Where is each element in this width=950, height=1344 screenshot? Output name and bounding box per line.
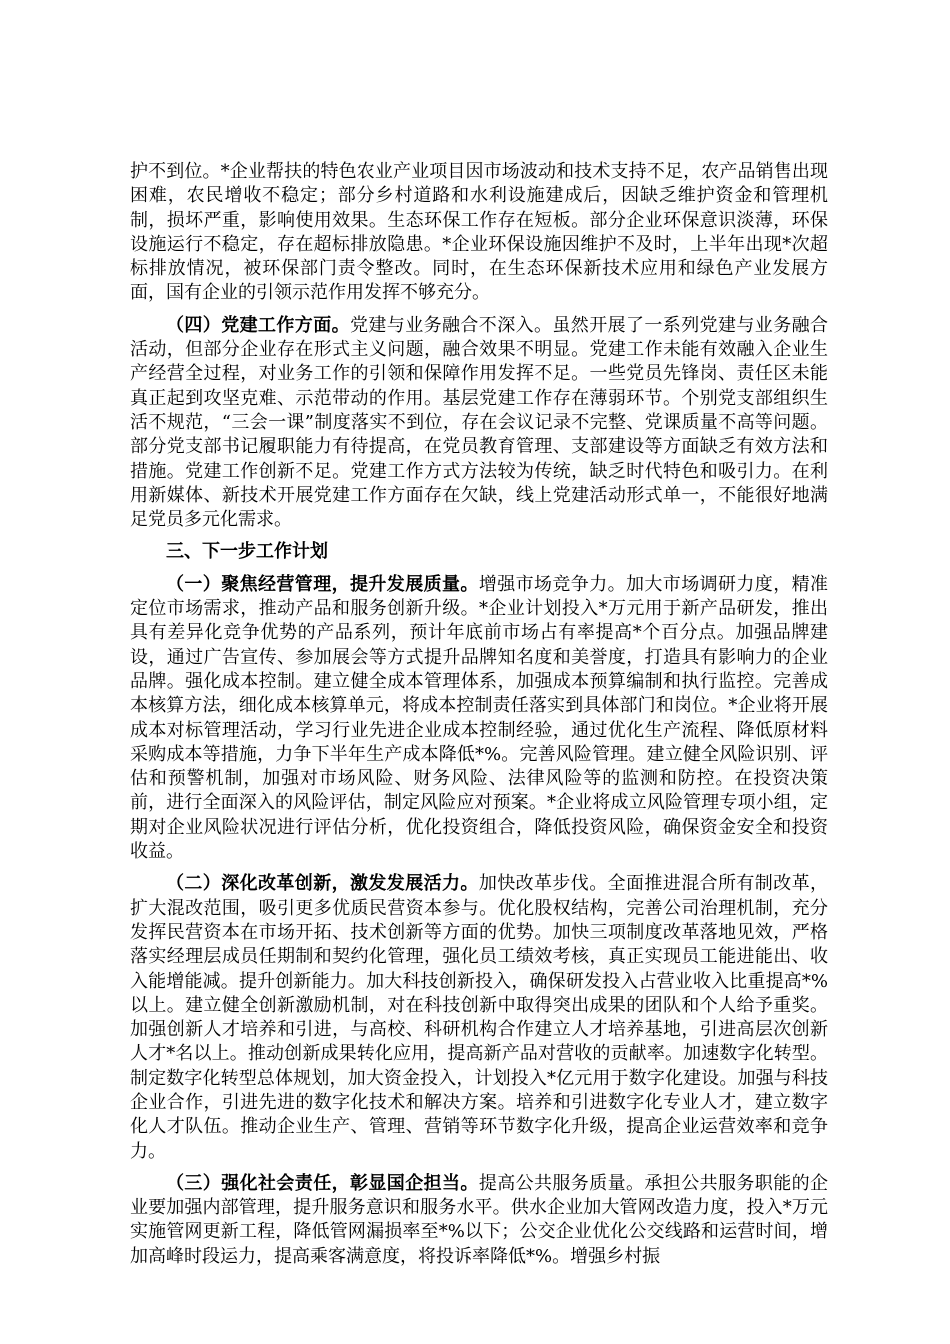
paragraph-reform xyxy=(130,872,828,1164)
paragraph-lead: （二）深化改革创新，激发发展活力。 xyxy=(166,873,479,895)
paragraph-social-responsibility xyxy=(130,1172,828,1269)
paragraph-lead: （三）强化社会责任，彰显国企担当。 xyxy=(166,1172,479,1194)
paragraph-lead: （四）党建工作方面。 xyxy=(166,314,350,336)
paragraph-operations xyxy=(130,573,828,865)
paragraph-text: 增强市场竞争力。加大市场调研力度，精准定位市场需求，推动产品和服务创新升级。*企业计划投入*万元用于新产品研发，推出具有差异化竞争优势的产品系列，预计年底前市场占有率提高*个百分点。加强品牌建设，通过广告宣传、参加展会等方式提升品牌知名度和美誉度，打造具有影响力的企业品牌。强化成本控制。建立健全成本管理体系，加强成本预算编制和执行监控。完善成本核算方法，细化成本核算单元，将成本控制责任落实到具体部门和岗位。*企业将开展成本对标管理活动，学习行业先进企业成本控制经验，通过优化生产流程、降低原材料采购成本等措施，力争下半年生产成本降低*%。完善风险管理。建立健全风险识别、评估和预警机制，加强对市场风险、财务风险、法律风险等的监测和防控。在投资决策前，进行全面深入的风险评估，制定风险应对预案。*企业将成立风险管理专项小组，定期对企业风险状况进行评估分析，优化投资组合，降低投资风险，确保资金安全和投资收益。 xyxy=(130,573,829,863)
section-heading: 三、下一步工作计划 xyxy=(166,541,328,563)
document-page xyxy=(130,160,828,1277)
paragraph-text: 护不到位。*企业帮扶的特色农业产业项目因市场波动和技术支持不足，农产品销售出现困难，农民增收不稳定；部分乡村道路和水利设施建成后，因缺乏维护资金和管理机制，损坏严重，影响使用效果。生态环保工作存在短板。部分企业环保意识淡薄，环保设施运行不稳定，存在超标排放隐患。*企业环保设施因维护不及时，上半年出现*次超标排放情况，被环保部门责令整改。同时，在生态环保新技术应用和绿色产业发展方面，国有企业的引领示范作用发挥不够充分。 xyxy=(130,161,828,304)
paragraph-text: 党建与业务融合不深入。虽然开展了一系列党建与业务融合活动，但部分企业存在形式主义问题，融合效果不明显。党建工作未能有效融入企业生产经营全过程，对业务工作的引领和保障作用发挥不足。一些党员先锋岗、责任区未能真正起到攻坚克难、示范带动的作用。基层党建工作存在薄弱环节。个别党支部组织生活不规范，“三会一课”制度落实不到位，存在会议记录不完整、党课质量不高等问题。部分党支部书记履职能力有待提高，在党员教育管理、支部建设等方面缺乏有效方法和措施。党建工作创新不足。党建工作方式方法较为传统，缺乏时代特色和吸引力。在利用新媒体、新技术开展党建工作方面存在欠缺，线上党建活动形式单一，不能很好地满足党员多元化需求。 xyxy=(130,314,828,531)
paragraph-lead: （一）聚焦经营管理，提升发展质量。 xyxy=(166,573,479,595)
paragraph-text: 加快改革步伐。全面推进混合所有制改革，扩大混改范围，吸引更多优质民营资本参与。优化股权结构，完善公司治理机制，充分发挥民营资本在市场开拓、技术创新等方面的优势。加快三项制度改革落地见效，严格落实经理层成员任期制和契约化管理，强化员工绩效考核，真正实现员工能进能出、收入能增能减。提升创新能力。加大科技创新投入，确保研发投入占营业收入比重提高*%以上。建立健全创新激励机制，对在科技创新中取得突出成果的团队和个人给予重奖。加强创新人才培养和引进，与高校、科研机构合作建立人才培养基地，引进高层次创新人才*名以上。推动创新成果转化应用，提高新产品对营收的贡献率。加速数字化转型。制定数字化转型总体规划，加大资金投入，计划投入*亿元用于数字化建设。加强与科技企业合作，引进先进的数字化技术和解决方案。培养和引进数字化专业人才，建立数字化人才队伍。推动企业生产、管理、营销等环节数字化升级，提高企业运营效率和竞争力。 xyxy=(130,873,829,1162)
paragraph-text: 提高公共服务质量。承担公共服务职能的企业要加强内部管理，提升服务意识和服务水平。供水企业加大管网改造力度，投入*万元实施管网更新工程，降低管网漏损率至*%以下；公交企业优化公交线路和运营时间，增加高峰时段运力，提高乘客满意度，将投诉率降低*%。增强乡村振 xyxy=(130,1172,829,1267)
paragraph-party-building xyxy=(130,314,828,533)
paragraph-continuation xyxy=(130,160,828,306)
